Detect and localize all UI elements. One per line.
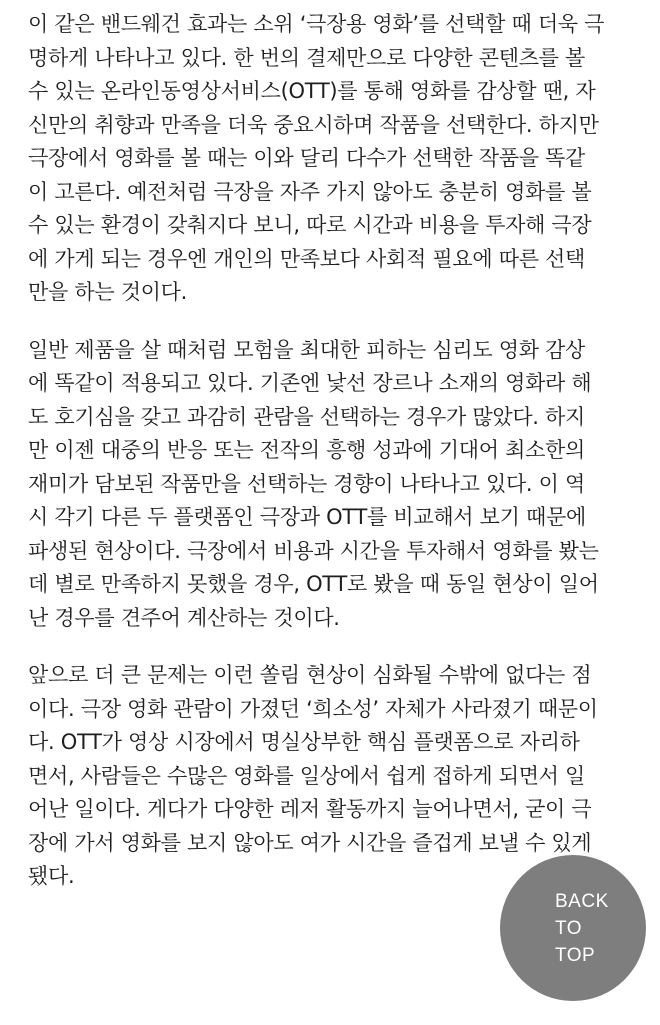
text-line: 됐다.: [28, 864, 75, 888]
text-line: 시 각기 다른 두 플랫폼인 극장과 OTT를 비교해서 보기 때문에: [28, 505, 586, 529]
back-to-top-label-line: TO: [555, 917, 583, 939]
text-line: 다. OTT가 영상 시장에서 명실상부한 핵심 플랫폼으로 자리하: [28, 730, 580, 754]
text-line: 데 별로 만족하지 못했을 경우, OTT로 봤을 때 동일 현상이 일어: [28, 572, 599, 596]
text-line: 면서, 사람들은 수많은 영화를 일상에서 쉽게 접하게 되면서 일: [28, 763, 586, 788]
text-line: 명하게 나타나고 있다. 한 번의 결제만으로 다양한 콘텐츠를 볼: [28, 45, 586, 70]
text-line: 이 같은 밴드웨건 효과는 소위 ‘극장용 영화’를 선택할 때 더욱 극: [28, 12, 605, 36]
text-line: 에 가게 되는 경우엔 개인의 만족보다 사회적 필요에 따른 선택: [28, 246, 586, 271]
text-line: 이다. 극장 영화 관람이 가졌던 ‘희소성’ 자체가 사라졌기 때문이: [28, 696, 598, 721]
text-line: 앞으로 더 큰 문제는 이런 쏠림 현상이 심화될 수밖에 없다는 점: [28, 663, 592, 687]
text-line: 만 이젠 대중의 반응 또는 전작의 흥행 성과에 기대어 최소한의: [28, 438, 586, 462]
text-line: 극장에서 영화를 볼 때는 이와 달리 다수가 선택한 작품을 똑같: [28, 146, 586, 170]
text-line: 도 호기심을 갖고 과감히 관람을 선택하는 경우가 많았다. 하지: [28, 404, 586, 429]
text-line: 난 경우를 견주어 계산하는 것이다.: [28, 605, 340, 630]
text-line: 재미가 담보된 작품만을 선택하는 경향이 나타나고 있다. 이 역: [28, 471, 586, 496]
text-line: 신만의 취향과 만족을 더욱 중요시하며 작품을 선택한다. 하지만: [28, 112, 599, 137]
text-line: 만을 하는 것이다.: [28, 280, 188, 304]
back-to-top-label-line: BACK: [555, 890, 609, 912]
paragraph-2: [28, 334, 632, 636]
text-line: 장에 가서 영화를 보지 않아도 여가 시간을 즐겁게 보낼 수 있게: [28, 830, 592, 855]
text-line: 수 있는 온라인동영상서비스(OTT)를 통해 영화를 감상할 땐, 자: [28, 79, 596, 103]
paragraph-1: [28, 8, 632, 310]
back-to-top-label-line: TOP: [555, 944, 596, 966]
paragraph-3: [28, 659, 632, 894]
back-to-top-button[interactable]: [500, 855, 646, 1001]
text-line: 수 있는 환경이 갖춰지다 보니, 따로 시간과 비용을 투자해 극장: [28, 213, 592, 237]
text-line: 어난 일이다. 게다가 다양한 레저 활동까지 늘어나면서, 굳이 극: [28, 797, 592, 821]
text-line: 파생된 현상이다. 극장에서 비용과 시간을 투자해서 영화를 봤는: [28, 538, 599, 563]
text-line: 에 똑같이 적용되고 있다. 기존엔 낯선 장르나 소재의 영화라 해: [28, 371, 592, 395]
text-line: 일반 제품을 살 때처럼 모험을 최대한 피하는 심리도 영화 감상: [28, 337, 586, 362]
text-line: 이 고른다. 예전처럼 극장을 자주 가지 않아도 충분히 영화를 볼: [28, 179, 592, 204]
